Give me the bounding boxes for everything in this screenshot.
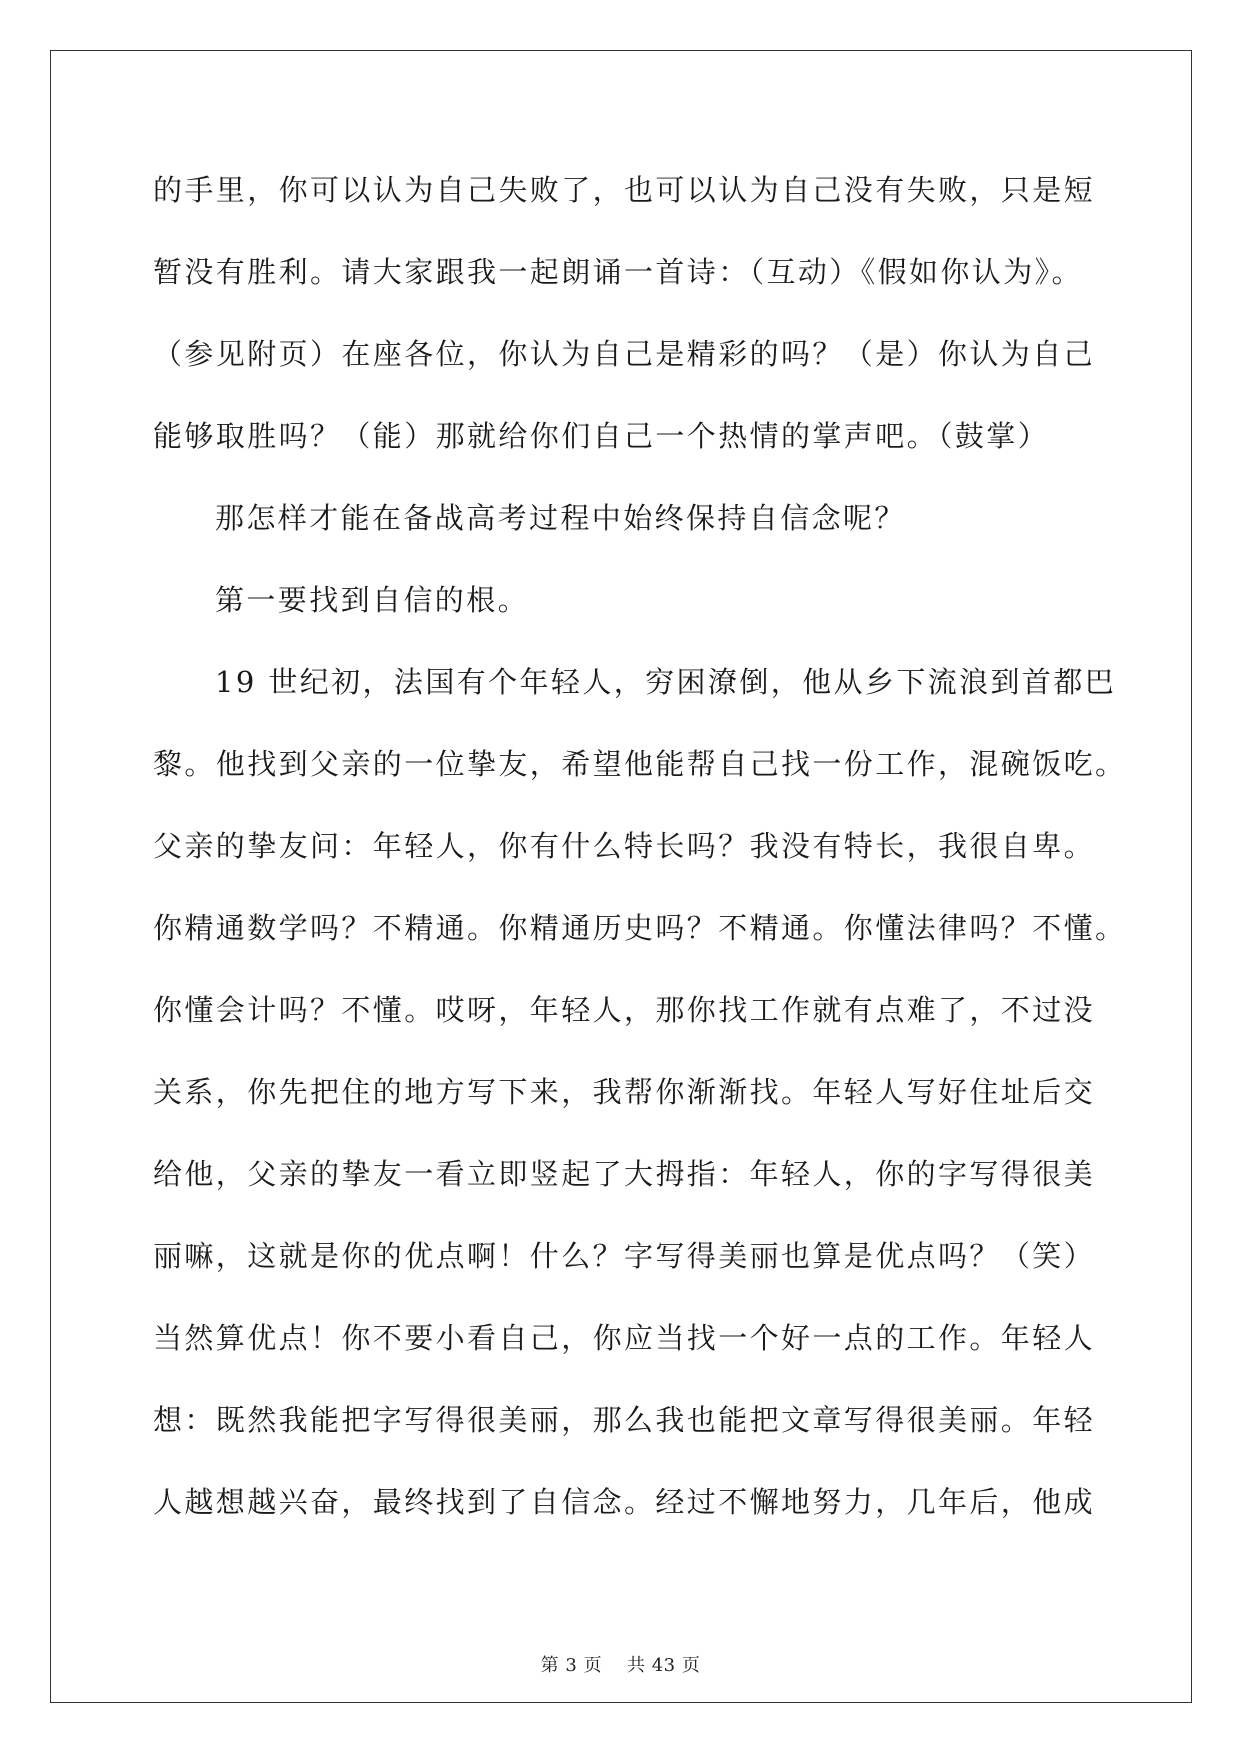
text-line: 第一要找到自信的根。 [215, 583, 530, 617]
text-line: （参见附页）在座各位，你认为自己是精彩的吗？（是）你认为自己 [153, 337, 1096, 371]
text-line: 人越想越兴奋，最终找到了自信念。经过不懈地努力，几年后，他成 [153, 1485, 1096, 1519]
text-line: 父亲的挚友问：年轻人，你有什么特长吗？我没有特长，我很自卑。 [153, 829, 1096, 863]
text-line: 暂没有胜利。请大家跟我一起朗诵一首诗：（互动）《假如你认为》。 [153, 255, 1083, 289]
text-line: 你精通数学吗？不精通。你精通历史吗？不精通。你懂法律吗？不懂。 [153, 911, 1127, 945]
text-line: 的手里，你可以认为自己失败了，也可以认为自己没有失败，只是短 [153, 173, 1096, 207]
text-line: 你懂会计吗？不懂。哎呀，年轻人，那你找工作就有点难了，不过没 [153, 993, 1096, 1027]
page-footer [0, 1651, 1241, 1677]
text-line: 能够取胜吗？（能）那就给你们自己一个热情的掌声吧。（鼓掌） [153, 419, 1050, 453]
text-line: 那怎样才能在备战高考过程中始终保持自信念呢？ [215, 501, 906, 535]
text-line: 关系，你先把住的地方写下来，我帮你渐渐找。年轻人写好住址后交 [153, 1075, 1096, 1109]
text-line: 想：既然我能把字写得很美丽，那么我也能把文章写得很美丽。年轻 [153, 1403, 1096, 1437]
text-line: 给他，父亲的挚友一看立即竖起了大拇指：年轻人，你的字写得很美 [153, 1157, 1096, 1191]
page-total: 共 43 页 [626, 1655, 701, 1676]
text-line: 丽嘛，这就是你的优点啊！什么？字写得美丽也算是优点吗？（笑） [153, 1239, 1096, 1273]
text-line: 黎。他找到父亲的一位挚友，希望他能帮自己找一份工作，混碗饭吃。 [153, 747, 1127, 781]
document-body [153, 163, 1127, 1557]
text-line: 19 世纪初，法国有个年轻人，穷困潦倒，他从乡下流浪到首都巴 [215, 665, 1117, 699]
page-number: 第 3 页 [540, 1655, 603, 1676]
text-line: 当然算优点！你不要小看自己，你应当找一个好一点的工作。年轻人 [153, 1321, 1096, 1355]
